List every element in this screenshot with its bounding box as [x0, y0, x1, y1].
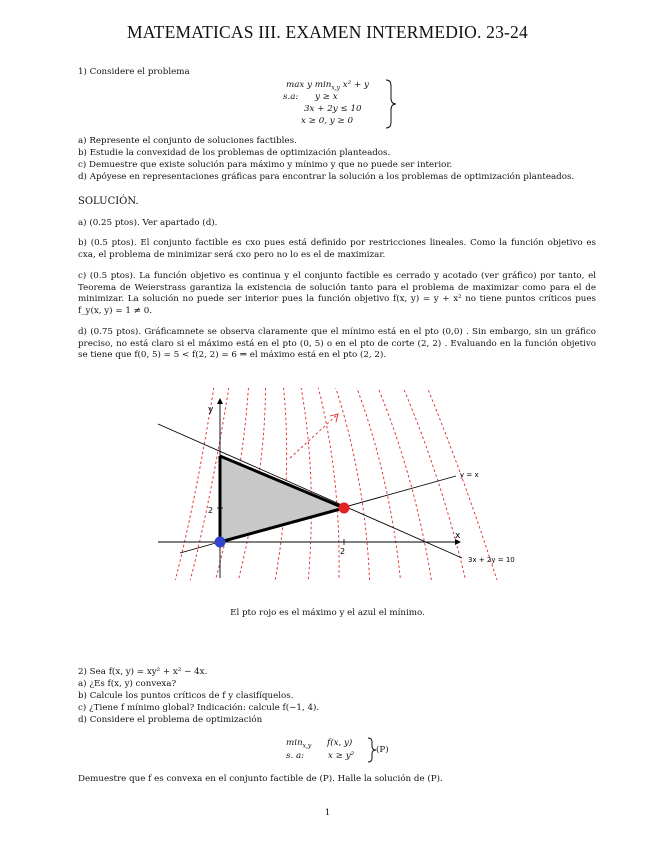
line-y-equals-x-label: y = x [460, 471, 479, 479]
q1-right-brace [384, 78, 398, 130]
tick-label-x: 2 [340, 547, 346, 556]
q1-sa-label: s.a: [283, 92, 299, 102]
q2-constraint: x ≥ y² [328, 751, 355, 761]
q2-item-d: d) Considere el problema de optimización [78, 715, 263, 725]
q2-item-a: a) ¿Es f(x, y) convexa? [78, 679, 177, 689]
min-point [215, 537, 226, 548]
level-curve [325, 388, 370, 580]
level-curve [295, 388, 311, 580]
q1-intro: 1) Considere el problema [78, 67, 190, 77]
figure-caption: El pto rojo es el máximo y el azul el mínimo. [230, 608, 425, 618]
q2-sa-label: s. a: [286, 751, 305, 761]
q2-problem-label: (P) [376, 745, 389, 755]
y-axis-arrowhead [217, 398, 223, 404]
level-curve [345, 388, 405, 580]
x-axis-label: x [455, 531, 461, 541]
max-point [339, 503, 350, 514]
y-axis-label: y [208, 405, 214, 415]
tick-label-y: 2 [208, 506, 214, 515]
solution-b: b) (0.5 ptos). El conjunto factible es cxo pues está definido por restricciones lineales. Como la función objetivo es cxa, el problema de minimizar será cxo pero no lo es el de maximizar. [78, 238, 596, 260]
q1-item-d: d) Apóyese en representaciones gráficas para encontrar la solución a los problemas de optimización planteados. [78, 172, 575, 182]
q1-constraint-2: 3x + 2y ≤ 10 [304, 104, 362, 114]
q2-item-b: b) Calcule los puntos críticos de f y clasifíquelos. [78, 691, 294, 701]
q2-item-c: c) ¿Tiene f mínimo global? Indicación: calcule f(−1, 4). [78, 703, 320, 713]
q1-objective: max y $\min_{x,y} x^2 + y$ [286, 80, 369, 92]
q1-item-c: c) Demuestre que existe solución para máximo y mínimo y que no puede ser interior. [78, 160, 453, 170]
page-title: MATEMATICAS III. EXAMEN INTERMEDIO. 23-24 [127, 22, 528, 42]
solution-d: d) (0.75 ptos). Gráficamnete se observa claramente que el mínimo está en el pto (0,0) . Sin embargo, sin un gráfico preciso, no está claro si el máximo está en el pto (0, 5) o en el pto de corte (2, 2) . Evaluando en la función objetivo se tiene que f(0, 5) = 5 < f(2, 2) = 6 ⇒ el máximo está en el pto (2, 2). [78, 327, 596, 360]
q2-min-label: $\min_{x,y}$ [286, 738, 312, 750]
q1-item-b: b) Estudie la convexidad de los problemas de optimización planteados. [78, 148, 391, 158]
solution-heading: SOLUCIÓN. [78, 196, 139, 207]
line-3x-2y-10-label: 3x + 2y = 10 [468, 556, 515, 564]
q2-objective: f(x, y) [327, 738, 353, 748]
level-curve [390, 388, 480, 580]
solution-c: c) (0.5 ptos). La función objetivo es continua y el conjunto factible es cerrado y acotado (ver gráfico) por tanto, el Teorema de Weierstrass garantiza la existencia de solución tanto para el problema de maximizar como para el de minimizar. La solución no puede ser interior pues la función objetivo f(x, y) = y + x² no tiene puntos críticos pues f_y(x, y) = 1 ≠ 0. [78, 271, 596, 316]
page-number: 1 [324, 808, 331, 818]
solution-a: a) (0.25 ptos). Ver apartado (d). [78, 218, 218, 228]
line-3x-2y-10 [158, 424, 462, 558]
q1-constraint-3: x ≥ 0, y ≥ 0 [301, 116, 353, 126]
level-curve [415, 388, 515, 580]
q2-final: Demuestre que f es convexa en el conjunto factible de (P). Halle la solución de (P). [78, 774, 443, 784]
feasible-region-figure [150, 388, 515, 580]
q1-item-a: a) Represente el conjunto de soluciones factibles. [78, 136, 297, 146]
q2-statement: 2) Sea f(x, y) = xy² + x² − 4x. [78, 667, 208, 677]
q1-constraint-1: y ≥ x [315, 92, 338, 102]
